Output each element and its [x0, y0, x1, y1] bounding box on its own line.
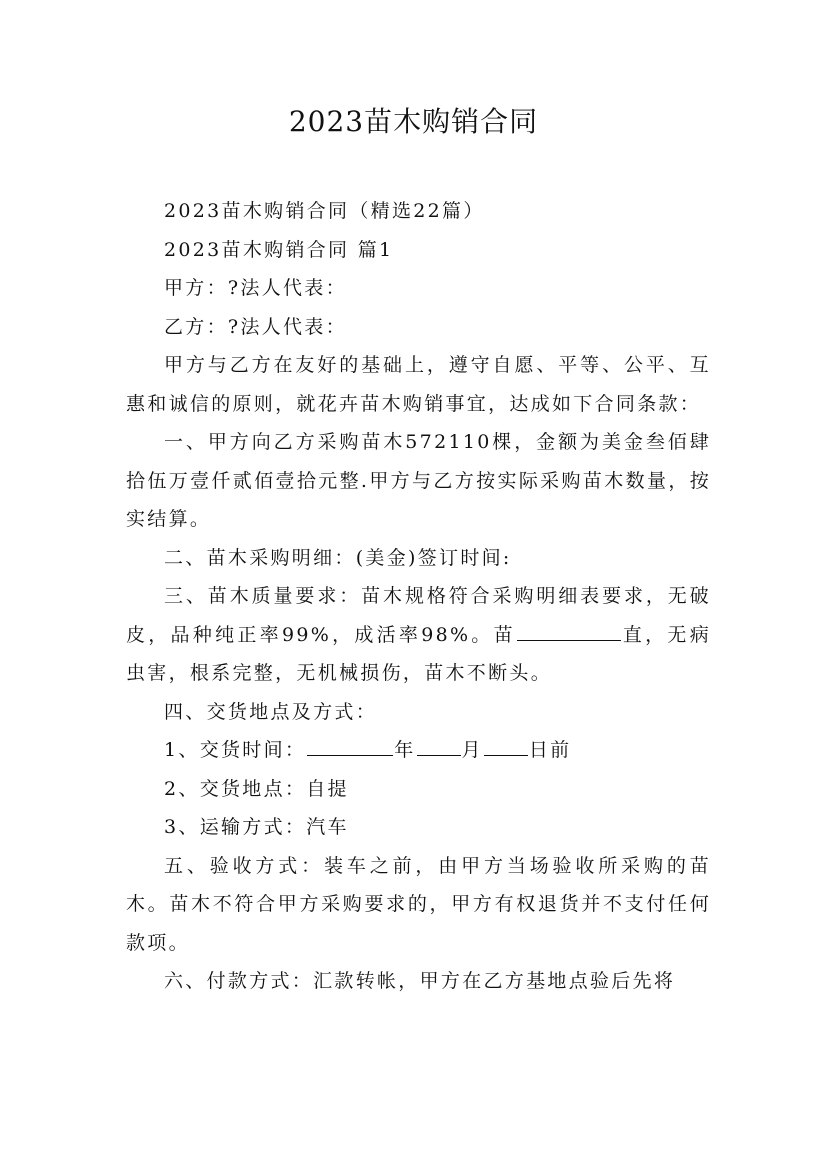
- delivery-time-line: [126, 731, 711, 770]
- clause-4-heading: 四、交货地点及方式：: [164, 700, 378, 723]
- year-blank-underline: [307, 735, 393, 756]
- delivery-place-line: 2、交货地点：自提: [164, 777, 349, 800]
- party-b-line: 乙方：?法人代表：: [164, 315, 347, 338]
- clause-6-paragraph: 六、付款方式：汇款转帐，甲方在乙方基地点验后先将: [164, 970, 676, 992]
- document-title: 2023苗木购销合同: [288, 105, 539, 138]
- section-heading: 2023苗木购销合同 篇1: [164, 238, 394, 261]
- preamble-paragraph: 甲方与乙方在友好的基础上，遵守自愿、平等、公平、互惠和诚信的原则，就花卉苗木购销事宜，达成如下合同条款：: [126, 354, 711, 415]
- clause-3-text-after: 直，无病虫害，根系完整，无机械损伤，苗木不断头。: [126, 623, 711, 684]
- clause-2-paragraph: 二、苗木采购明细：(美金)签订时间:: [164, 546, 512, 569]
- blank-underline: [517, 620, 621, 641]
- document-body: [126, 192, 711, 1001]
- month-blank-underline: [417, 735, 461, 756]
- party-a-line: 甲方：?法人代表：: [164, 277, 347, 299]
- month-label: 月: [461, 739, 483, 761]
- subtitle-paragraph: 2023苗木购销合同（精选22篇）: [164, 200, 485, 222]
- transport-line: 3、运输方式：汽车: [164, 816, 349, 838]
- day-label: 日前: [528, 739, 572, 761]
- clause-1-paragraph: 一、甲方向乙方采购苗木572110棵，金额为美金叁佰肆拾伍万壹仟贰佰壹拾元整.甲方与乙方按实际采购苗木数量，按实结算。: [126, 431, 711, 530]
- delivery-time-label: 1、交货时间：: [164, 739, 307, 761]
- day-blank-underline: [484, 735, 528, 756]
- year-label: 年: [394, 739, 416, 761]
- clause-3-paragraph: [126, 577, 711, 693]
- clause-3-text-before: 三、苗木质量要求：苗木规格符合采购明细表要求，无破皮，品种纯正率99%，成活率98%。苗: [126, 585, 711, 646]
- clause-5-paragraph: 五、验收方式：装车之前，由甲方当场验收所采购的苗木。苗木不符合甲方采购要求的，甲方有权退货并不支付任何款项。: [126, 854, 711, 954]
